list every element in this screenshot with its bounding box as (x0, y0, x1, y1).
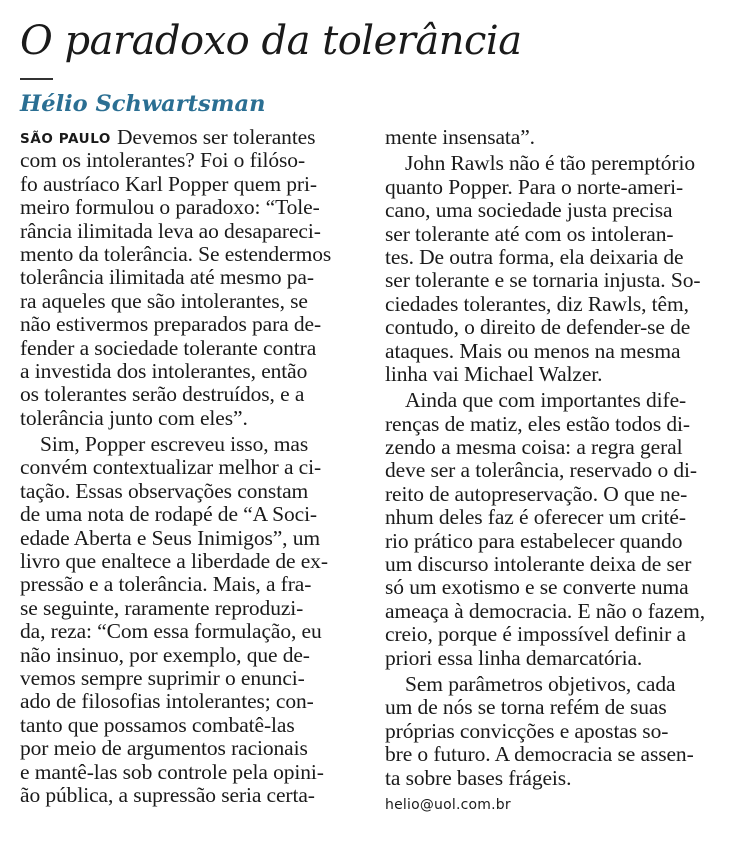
text-line (385, 767, 725, 790)
line-text: os tolerantes serão destruídos, e a (20, 382, 305, 407)
line-text: Ainda que com importantes dife- (405, 388, 687, 413)
line-text: Sim, Popper escreveu isso, mas (40, 432, 309, 457)
line-text: tes. De outra forma, ela deixaria de (385, 244, 684, 269)
text-line (20, 243, 360, 266)
text-line (385, 152, 725, 175)
line-text: ciedades tolerantes, diz Rawls, têm, (385, 291, 689, 316)
text-line (20, 407, 360, 430)
line-text: tanto que possamos combatê-las (20, 712, 295, 737)
line-text: Devemos ser tolerantes (117, 125, 316, 149)
line-text: reito de autopreservação. O que ne- (385, 481, 688, 506)
text-line (385, 413, 725, 436)
text-line (385, 436, 725, 459)
text-line (385, 223, 725, 246)
line-text: um de nós se torna refém de suas (385, 695, 667, 720)
line-text: tolerância ilimitada até mesmo pa- (20, 265, 314, 290)
line-text: convém contextualizar melhor a ci- (20, 455, 322, 480)
text-line (20, 383, 360, 406)
line-text: não insinuo, por exemplo, que de- (20, 642, 310, 667)
text-line (20, 527, 360, 550)
line-text: só um exotismo e se converte numa (385, 575, 689, 600)
article-title: O paradoxo da tolerância (20, 18, 522, 64)
line-text: tação. Essas observações constam (20, 478, 309, 503)
text-line (385, 340, 725, 363)
line-text: da, reza: “Com essa formulação, eu (20, 619, 322, 644)
text-line (20, 290, 360, 313)
text-line (20, 690, 360, 713)
line-text: zendo a mesma coisa: a regra geral (385, 435, 683, 460)
line-text: ão pública, a supressão seria certa- (20, 782, 315, 807)
line-text: um discurso intolerante deixa de ser (385, 552, 692, 577)
text-line (385, 316, 725, 339)
text-line (20, 480, 360, 503)
line-text: e mantê-las sob controle pela opini- (20, 759, 324, 784)
text-line (20, 360, 360, 383)
text-line (385, 623, 725, 646)
text-line (385, 269, 725, 292)
line-text: linha vai Michael Walzer. (385, 361, 603, 386)
line-text: mento da tolerância. Se estendermos (20, 241, 332, 266)
line-text: quanto Popper. Para o norte-ameri- (385, 174, 684, 199)
line-text: Sem parâmetros objetivos, cada (405, 671, 676, 696)
line-text: com os intolerantes? Foi o filóso- (20, 148, 306, 173)
line-text: ta sobre bases frágeis. (385, 765, 572, 790)
text-line (20, 220, 360, 243)
text-line (385, 506, 725, 529)
text-line (20, 337, 360, 360)
line-text: de uma nota de rodapé de “A Soci- (20, 502, 317, 527)
line-text: ataques. Mais ou menos na mesma (385, 338, 681, 363)
line-text: ra aqueles que são intolerantes, se (20, 288, 308, 313)
paragraph (20, 433, 360, 807)
line-text: edade Aberta e Seus Inimigos”, um (20, 525, 321, 550)
line-text: fender a sociedade tolerante contra (20, 335, 317, 360)
line-text: bre o futuro. A democracia se assen- (385, 742, 694, 767)
line-text: pressão e a tolerância. Mais, a fra- (20, 572, 312, 597)
author-email[interactable]: helio@uol.com.br (385, 796, 511, 813)
text-line (20, 149, 360, 172)
line-text: tolerância junto com eles”. (20, 405, 248, 430)
text-line (385, 126, 725, 149)
paragraph (385, 389, 725, 670)
column-right (385, 126, 725, 816)
line-text: mente insensata”. (385, 125, 535, 149)
line-text: ser tolerante até com os intoleran- (385, 221, 674, 246)
title-divider (20, 78, 53, 80)
line-text: vemos sempre suprimir o enunci- (20, 665, 305, 690)
text-line (385, 459, 725, 482)
line-text: rio prático para estabelecer quando (385, 528, 683, 553)
dateline: SÃO PAULO (20, 131, 111, 147)
line-text: deve ser a tolerância, reservado o di- (385, 458, 697, 483)
line-text: ameaça à democracia. E não o fazem, (385, 598, 705, 623)
text-line (20, 503, 360, 526)
text-line (385, 553, 725, 576)
line-text: fo austríaco Karl Popper quem pri- (20, 171, 317, 196)
text-line (20, 173, 360, 196)
text-line (385, 363, 725, 386)
text-line (20, 550, 360, 573)
text-line (385, 176, 725, 199)
text-line (20, 714, 360, 737)
line-text: ser tolerante e se tornaria injusta. So- (385, 268, 701, 293)
text-line (385, 246, 725, 269)
text-line (385, 199, 725, 222)
text-line (20, 597, 360, 620)
text-line (385, 720, 725, 743)
text-line (20, 620, 360, 643)
line-text: cano, uma sociedade justa precisa (385, 198, 673, 223)
text-line (20, 196, 360, 219)
text-line (385, 673, 725, 696)
text-line (385, 389, 725, 412)
text-line (385, 483, 725, 506)
paragraph (385, 673, 725, 790)
text-line (20, 456, 360, 479)
line-text: ado de filosofias intolerantes; con- (20, 689, 314, 714)
text-line (385, 530, 725, 553)
text-line (20, 433, 360, 456)
line-text: se seguinte, raramente reproduzi- (20, 595, 304, 620)
text-line (385, 696, 725, 719)
line-text: livro que enaltece a liberdade de ex- (20, 549, 328, 574)
line-text: renças de matiz, eles estão todos di- (385, 411, 690, 436)
text-line (20, 313, 360, 336)
text-line (20, 737, 360, 760)
text-line (385, 647, 725, 670)
text-line (20, 644, 360, 667)
text-line (20, 573, 360, 596)
line-text: rância ilimitada leva ao desapareci- (20, 218, 321, 243)
text-line (20, 266, 360, 289)
line-text: nhum deles faz é oferecer um crité- (385, 505, 686, 530)
line-text: próprias convicções e apostas so- (385, 718, 669, 743)
text-line (385, 293, 725, 316)
line-text: creio, porque é impossível definir a (385, 622, 686, 647)
paragraph (385, 126, 725, 149)
line-text: priori essa linha demarcatória. (385, 645, 643, 670)
line-text: John Rawls não é tão peremptório (405, 151, 695, 176)
author-byline: Hélio Schwartsman (20, 91, 266, 117)
line-text: meiro formulou o paradoxo: “Tole- (20, 195, 320, 220)
text-line (385, 576, 725, 599)
column-left (20, 126, 360, 807)
text-line (20, 784, 360, 807)
text-line (385, 743, 725, 766)
text-line (385, 600, 725, 623)
line-text: por meio de argumentos racionais (20, 736, 308, 761)
line-text: não estivermos preparados para de- (20, 312, 322, 337)
text-line (20, 761, 360, 784)
line-text: contudo, o direito de defender-se de (385, 315, 691, 340)
paragraph (20, 126, 360, 430)
text-line (20, 667, 360, 690)
line-text: a investida dos intolerantes, então (20, 358, 308, 383)
text-line (20, 126, 360, 149)
paragraph (385, 152, 725, 386)
